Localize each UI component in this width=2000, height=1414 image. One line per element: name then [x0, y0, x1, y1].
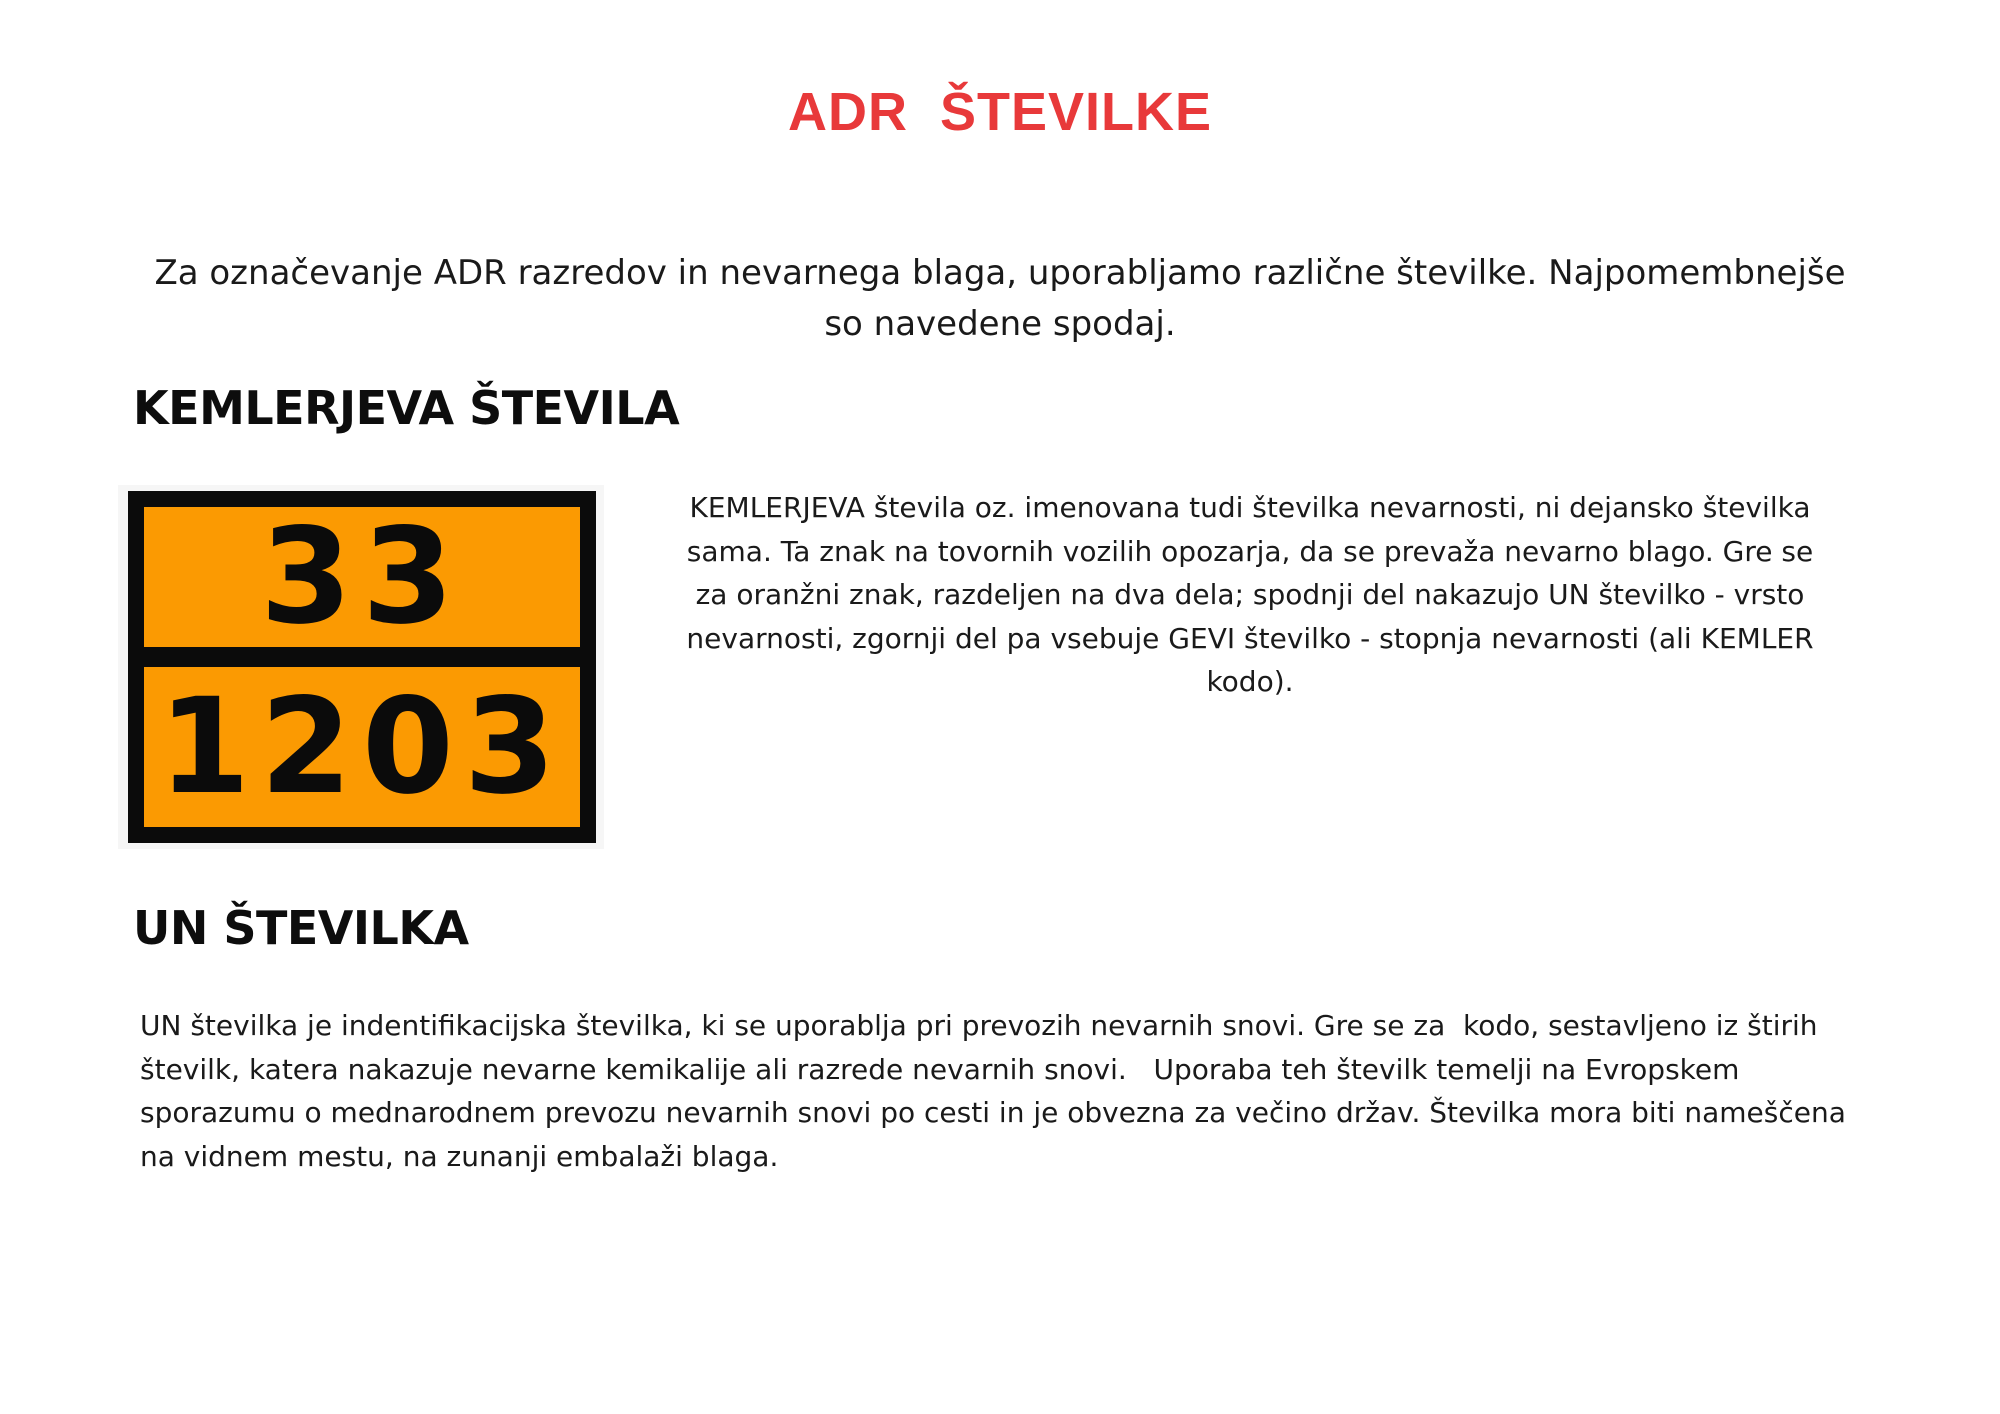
page-title: ADR ŠTEVILKE [787, 82, 1213, 142]
kemler-description: KEMLERJEVA števila oz. imenovana tudi številka nevarnosti, ni dejansko številka sama. Ta znak na tovornih vozilih opozarja, da se prevaža nevarno blago. Gre se za oranžni znak, razdeljen na dva dela; spodnji del nakazujo UN številko - vrsto nevarnosti, zgornji del pa vsebuje GEVI številko - stopnja nevarnosti (ali KEMLER kodo). [686, 491, 1814, 698]
hazard-plate-image [118, 485, 604, 849]
hazard-identification-number: 33 [144, 507, 580, 647]
un-number: 1203 [144, 667, 580, 827]
intro-paragraph: Za označevanje ADR razredov in nevarnega blaga, uporabljamo različne številke. Najpomembnejše so navedene spodaj. [154, 253, 1846, 344]
un-description: UN številka je indentifikacijska številka, ki se uporablja pri prevozih nevarnih snovi. Gre se za kodo, sestavljeno iz štirih številk, katera nakazuje nevarne kemikalije ali razrede nevarnih snovi. Uporaba teh številk temelji na Evropskem sporazumu o mednarodnem prevozu nevarnih snovi po cesti in je obvezna za večino držav. Številka mora biti nameščena na vidnem mestu, na zunanji embalaži blaga. [140, 1009, 1855, 1173]
hazard-plate-border [128, 491, 596, 843]
un-section-heading: UN ŠTEVILKA [133, 901, 469, 955]
kemler-section-heading: KEMLERJEVA ŠTEVILA [133, 381, 680, 435]
